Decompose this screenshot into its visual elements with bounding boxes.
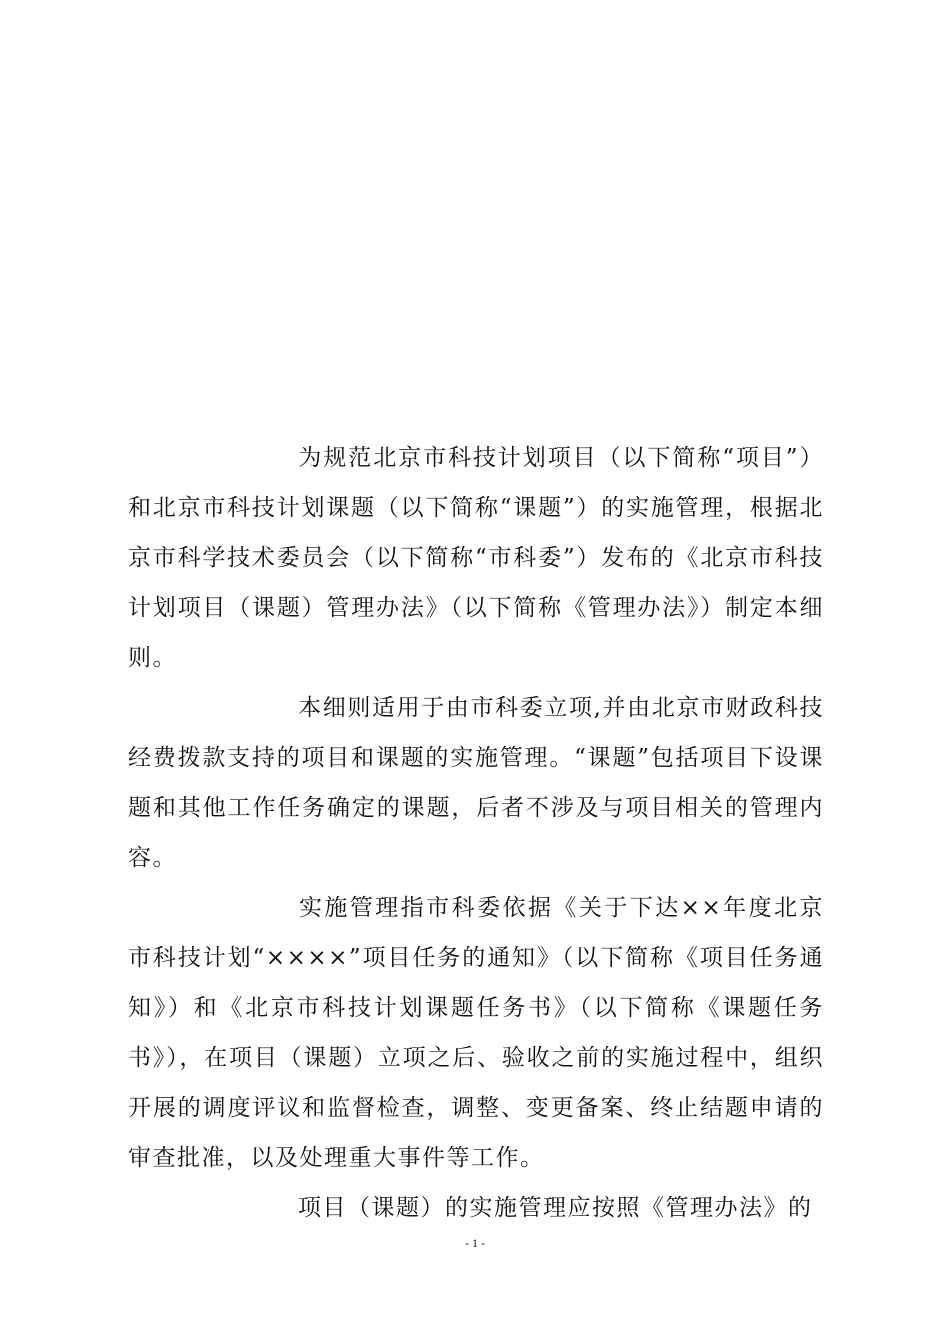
article-paragraph-3: [128, 883, 824, 1183]
article-text: 为规范北京市科技计划项目（以下简称“项目”）和北京市科技计划课题（以下简称“课题”）的实施管理，根据北京市科学技术委员会（以下简称“市科委”）发布的《北京市科技计划项目（课题）管理办法》（以下简称《管理办法》）制定本细则。: [128, 445, 824, 671]
article-text: 项目（课题）的实施管理应按照《管理办法》的: [298, 1195, 813, 1221]
article-paragraph-1: [128, 433, 824, 683]
article-paragraph-4: [128, 1183, 824, 1233]
article-text: 实施管理指市科委依据《关于下达××年度北京市科技计划“××××”项目任务的通知》（以下简称《项目任务通知》）和《北京市科技计划课题任务书》（以下简称《课题任务书》），在项目（课题）立项之后、验收之前的实施过程中，组织开展的调度评议和监督检查，调整、变更备案、终止结题申请的审查批准，以及处理重大事件等工作。: [128, 895, 824, 1171]
page-number: - 1 -: [465, 1236, 485, 1250]
article-text: 本细则适用于由市科委立项,并由北京市财政科技经费拨款支持的项目和课题的实施管理。“课题”包括项目下设课题和其他工作任务确定的课题，后者不涉及与项目相关的管理内容。: [128, 695, 824, 871]
article-paragraph-2: [128, 683, 824, 883]
